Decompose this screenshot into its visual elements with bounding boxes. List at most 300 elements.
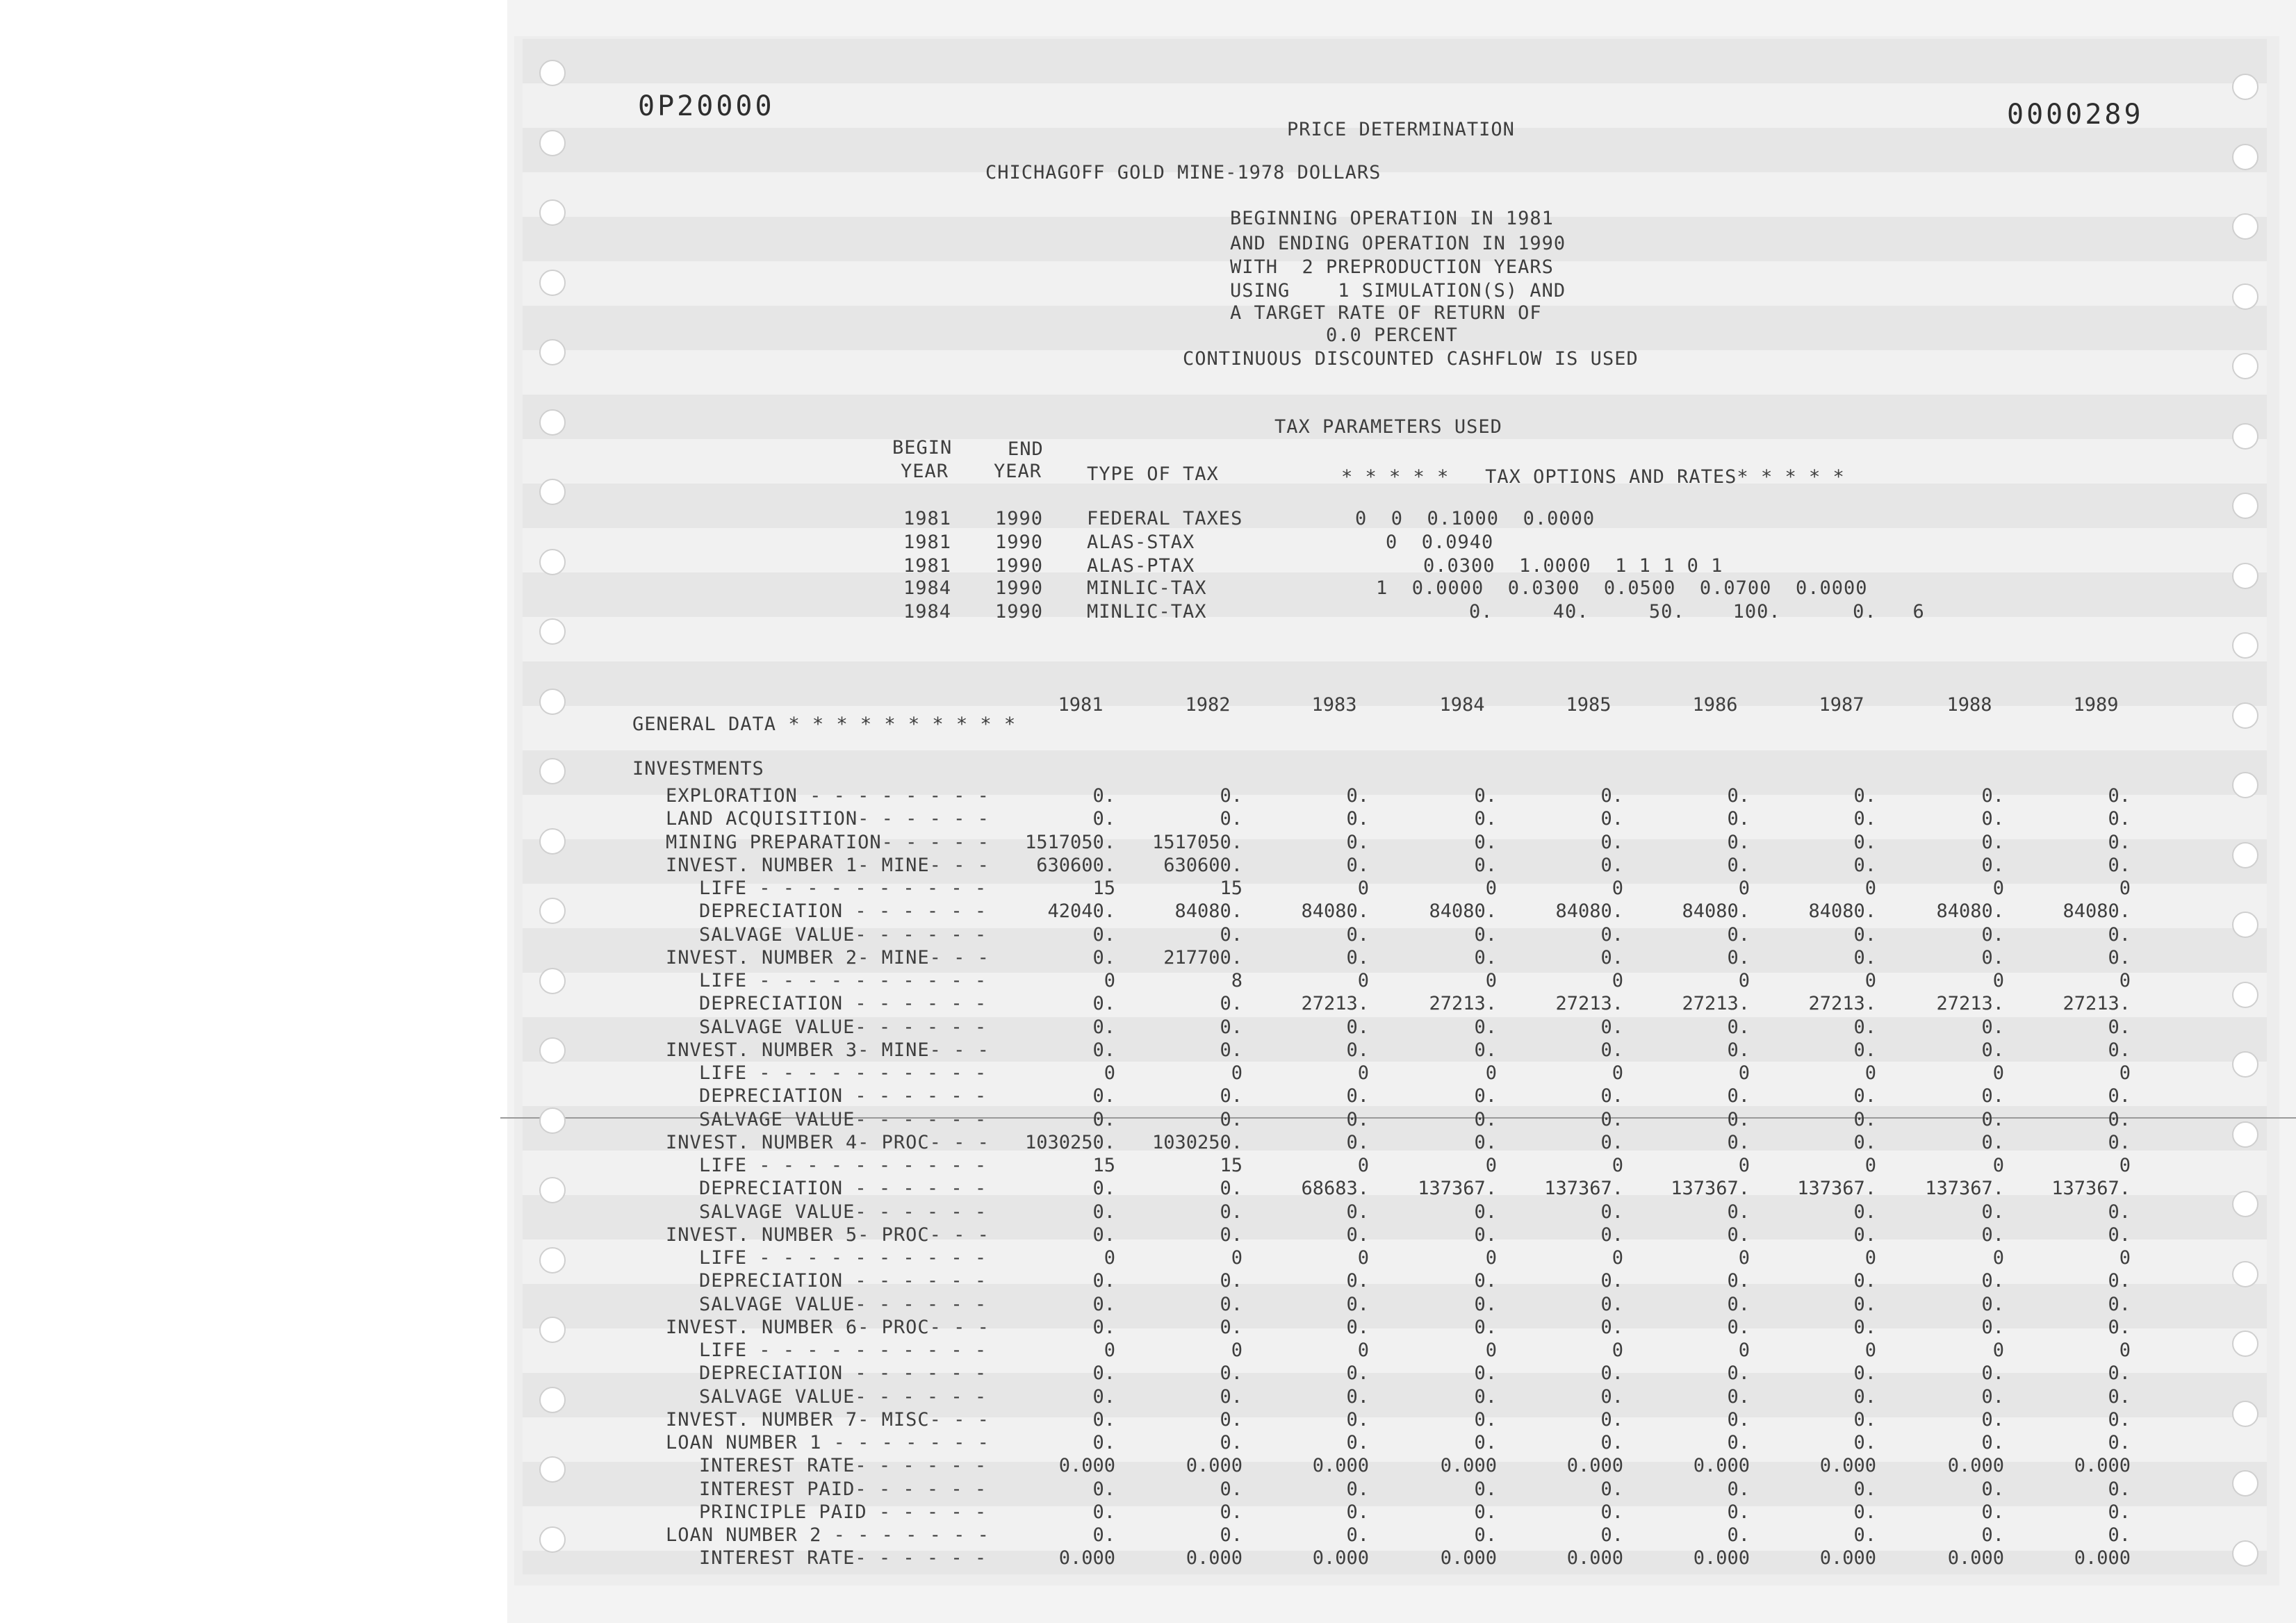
tractor-hole: [539, 1387, 566, 1413]
report-subtitle: CHICHAGOFF GOLD MINE-1978 DOLLARS: [985, 162, 1381, 183]
tractor-hole: [2232, 912, 2258, 938]
cell-value: 0: [1992, 970, 2004, 991]
cell-value: 0.: [1600, 855, 1623, 876]
row-label: INVEST. NUMBER 5- PROC- - -: [666, 1224, 990, 1246]
cell-value: 0.: [1220, 1362, 1243, 1384]
cell-value: 0.: [1346, 1386, 1369, 1408]
cell-value: 0.: [1981, 1016, 2004, 1038]
blank-margin: [0, 0, 507, 1623]
tractor-hole: [539, 199, 566, 226]
cell-value: 0: [1992, 1062, 2004, 1084]
row-label: PRINCIPLE PAID - - - - -: [699, 1501, 987, 1523]
cell-value: 0.: [1220, 1432, 1243, 1453]
cell-value: 0: [2119, 970, 2131, 991]
tractor-hole: [539, 689, 566, 715]
cell-value: 0: [2119, 1247, 2131, 1269]
cell-value: 0.: [1474, 1085, 1497, 1107]
cell-value: 0.: [2108, 1085, 2131, 1107]
tractor-hole: [539, 898, 566, 924]
tax-end-year: 1990: [995, 508, 1044, 529]
cell-value: 0.: [1981, 1294, 2004, 1315]
cell-value: 0.: [1853, 1016, 1876, 1038]
cell-value: 0.: [1220, 1016, 1243, 1038]
cell-value: 0.: [1600, 1478, 1623, 1500]
cell-value: 0.: [1474, 1016, 1497, 1038]
tractor-hole: [539, 1526, 566, 1553]
cell-value: 0: [1738, 970, 1750, 991]
cell-value: 27213.: [1936, 993, 2004, 1014]
cell-value: 0.: [1727, 1362, 1750, 1384]
cell-value: 0.: [1474, 1432, 1497, 1453]
cell-value: 137367.: [1797, 1178, 1876, 1199]
cell-value: 0.: [1092, 1478, 1115, 1500]
cell-value: 0: [1612, 970, 1623, 991]
cell-value: 15: [1092, 878, 1115, 899]
cell-value: 0.: [1727, 1409, 1750, 1431]
cell-value: 0.: [1600, 1386, 1623, 1408]
cell-value: 0.: [1474, 1294, 1497, 1315]
cell-value: 0.: [1092, 1501, 1115, 1523]
tractor-hole: [539, 130, 566, 156]
cell-value: 0.: [1981, 1039, 2004, 1061]
cell-value: 27213.: [1429, 993, 1497, 1014]
cell-value: 0.: [1092, 1109, 1115, 1130]
cell-value: 0.: [1600, 1362, 1623, 1384]
cell-value: 0.: [1346, 1294, 1369, 1315]
row-label: MINING PREPARATION- - - - -: [666, 832, 990, 853]
cell-value: 84080.: [2063, 900, 2131, 922]
cell-value: 0.: [1346, 785, 1369, 807]
cell-value: 0.: [1220, 1039, 1243, 1061]
tractor-hole: [539, 60, 566, 86]
cell-value: 0.: [1474, 1039, 1497, 1061]
cell-value: 0.: [1346, 1016, 1369, 1038]
cell-value: 137367.: [2051, 1178, 2131, 1199]
tax-type: FEDERAL TAXES: [1087, 508, 1243, 529]
cell-value: 0.: [1853, 832, 1876, 853]
cell-value: 0.: [1981, 1501, 2004, 1523]
cell-value: 0.: [1853, 1362, 1876, 1384]
row-label: INVEST. NUMBER 4- PROC- - -: [666, 1132, 990, 1153]
cell-value: 0: [2119, 878, 2131, 899]
cell-value: 0.: [1474, 1409, 1497, 1431]
cell-value: 0.: [1600, 1132, 1623, 1153]
tractor-hole: [2232, 144, 2258, 170]
tractor-hole: [539, 828, 566, 855]
cell-value: 0: [1864, 970, 1876, 991]
cell-value: 84080.: [1682, 900, 1750, 922]
tractor-hole: [539, 549, 566, 575]
cell-value: 0.: [1981, 1362, 2004, 1384]
tax-end-year: 1990: [995, 555, 1044, 577]
cell-value: 0.: [2108, 1294, 2131, 1315]
cell-value: 0.: [1346, 1501, 1369, 1523]
cell-value: 0.: [2108, 1224, 2131, 1246]
tractor-hole: [2232, 1540, 2258, 1567]
cell-value: 0.: [1853, 1294, 1876, 1315]
row-label: INVEST. NUMBER 7- MISC- - -: [666, 1409, 990, 1431]
cell-value: 15: [1220, 1155, 1243, 1176]
cell-value: 0.: [1220, 1201, 1243, 1223]
tax-begin-year: 1981: [903, 532, 952, 553]
tractor-hole: [539, 1037, 566, 1064]
year-header: 1987: [1819, 694, 1864, 716]
cell-value: 217700.: [1163, 947, 1243, 969]
tractor-hole: [539, 1177, 566, 1203]
cell-value: 0.: [1981, 855, 2004, 876]
row-label: LIFE - - - - - - - - - -: [699, 1155, 987, 1176]
tax-type: MINLIC-TAX: [1087, 601, 1207, 623]
row-label: DEPRECIATION - - - - - -: [699, 993, 987, 1014]
cell-value: 0.: [1853, 1039, 1876, 1061]
cell-value: 0.: [1981, 1201, 2004, 1223]
cell-value: 0.: [1092, 924, 1115, 946]
cell-value: 0.: [1727, 1039, 1750, 1061]
cell-value: 27213.: [1301, 993, 1369, 1014]
cell-value: 84080.: [1301, 900, 1369, 922]
cell-value: 0.: [1727, 1132, 1750, 1153]
cell-value: 0: [1738, 878, 1750, 899]
tractor-hole: [2232, 1470, 2258, 1497]
cell-value: 0.: [1092, 1524, 1115, 1546]
cell-value: 0.: [1092, 1201, 1115, 1223]
row-label: DEPRECIATION - - - - - -: [699, 1362, 987, 1384]
cell-value: 0.: [1853, 924, 1876, 946]
row-label: LAND ACQUISITION- - - - - -: [666, 808, 990, 830]
cell-value: 0.: [1220, 1178, 1243, 1199]
cell-value: 0.: [2108, 1317, 2131, 1338]
tractor-hole: [2232, 1330, 2258, 1357]
cell-value: 0.: [1220, 1524, 1243, 1546]
cell-value: 0.: [2108, 1132, 2131, 1153]
tractor-hole: [2232, 1191, 2258, 1217]
cell-value: 0.: [1092, 808, 1115, 830]
row-label: INTEREST RATE- - - - - -: [699, 1455, 987, 1476]
cashflow-note: CONTINUOUS DISCOUNTED CASHFLOW IS USED: [1183, 348, 1639, 370]
cell-value: 0.: [1981, 1085, 2004, 1107]
cell-value: 0: [1992, 1340, 2004, 1361]
row-label: LOAN NUMBER 1 - - - - - - -: [666, 1432, 990, 1453]
cell-value: 0.: [1981, 1132, 2004, 1153]
cell-value: 0.: [1220, 1294, 1243, 1315]
cell-value: 0.: [1600, 1016, 1623, 1038]
cell-value: 0.000: [1947, 1455, 2004, 1476]
tractor-hole: [2232, 283, 2258, 310]
cell-value: 0.: [1092, 1016, 1115, 1038]
cell-value: 0: [1104, 1062, 1115, 1084]
cell-value: 0.000: [1058, 1547, 1115, 1569]
cell-value: 0.: [1600, 1201, 1623, 1223]
cell-value: 0.: [1474, 1386, 1497, 1408]
cell-value: 0: [1357, 878, 1369, 899]
row-label: SALVAGE VALUE- - - - - -: [699, 1386, 987, 1408]
cell-value: 0.: [1853, 1085, 1876, 1107]
cell-value: 27213.: [1682, 993, 1750, 1014]
header-line: A TARGET RATE OF RETURN OF: [1230, 302, 1542, 324]
tractor-hole: [2232, 74, 2258, 100]
row-label: LIFE - - - - - - - - - -: [699, 878, 987, 899]
cell-value: 68683.: [1301, 1178, 1369, 1199]
tractor-hole: [2232, 213, 2258, 240]
cell-value: 0: [1357, 970, 1369, 991]
cell-value: 0.: [1092, 1362, 1115, 1384]
cell-value: 0.: [2108, 1524, 2131, 1546]
cell-value: 0.: [1600, 808, 1623, 830]
cell-value: 0: [1485, 878, 1497, 899]
cell-value: 0.: [1853, 1317, 1876, 1338]
year-header: 1984: [1439, 694, 1485, 716]
cell-value: 0.: [2108, 1109, 2131, 1130]
cell-value: 1030250.: [1151, 1132, 1243, 1153]
cell-value: 0.000: [1440, 1547, 1497, 1569]
cell-value: 0: [2119, 1340, 2131, 1361]
tractor-hole: [2232, 982, 2258, 1008]
tax-type: MINLIC-TAX: [1087, 577, 1207, 599]
cell-value: 0: [1485, 1155, 1497, 1176]
tractor-hole: [2232, 353, 2258, 379]
cell-value: 0: [1864, 1247, 1876, 1269]
cell-value: 27213.: [1555, 993, 1623, 1014]
cell-value: 0.: [1474, 1362, 1497, 1384]
row-label: DEPRECIATION - - - - - -: [699, 900, 987, 922]
cell-value: 0.: [1853, 1201, 1876, 1223]
cell-value: 0.: [2108, 832, 2131, 853]
cell-value: 0.: [1220, 1386, 1243, 1408]
tractor-hole: [539, 1456, 566, 1483]
cell-value: 0.: [1346, 1478, 1369, 1500]
cell-value: 0.000: [1693, 1547, 1750, 1569]
cell-value: 0.000: [2074, 1547, 2131, 1569]
cell-value: 0.: [1474, 1224, 1497, 1246]
cell-value: 0.: [1727, 1224, 1750, 1246]
row-label: LIFE - - - - - - - - - -: [699, 970, 987, 991]
tax-begin-year: 1981: [903, 508, 952, 529]
cell-value: 0.: [1220, 785, 1243, 807]
cell-value: 0.: [1600, 1039, 1623, 1061]
tractor-hole: [2232, 423, 2258, 450]
cell-value: 0.: [1853, 1270, 1876, 1292]
cell-value: 0.: [1220, 1317, 1243, 1338]
cell-value: 0.: [1727, 785, 1750, 807]
row-label: INVEST. NUMBER 3- MINE- - -: [666, 1039, 990, 1061]
cell-value: 0.: [1092, 1432, 1115, 1453]
cell-value: 0.000: [1186, 1455, 1243, 1476]
cell-value: 0.000: [1440, 1455, 1497, 1476]
cell-value: 0.: [1600, 1270, 1623, 1292]
cell-value: 0.: [2108, 1478, 2131, 1500]
cell-value: 0.: [1981, 785, 2004, 807]
tractor-hole: [539, 479, 566, 505]
cell-value: 0.: [1346, 1362, 1369, 1384]
row-label: INTEREST RATE- - - - - -: [699, 1547, 987, 1569]
cell-value: 0.: [1600, 924, 1623, 946]
cell-value: 0.: [2108, 1386, 2131, 1408]
cell-value: 0.: [1092, 947, 1115, 969]
cell-value: 1517050.: [1024, 832, 1115, 853]
cell-value: 0.: [1981, 1109, 2004, 1130]
cell-value: 0: [1992, 878, 2004, 899]
cell-value: 0.: [1092, 1294, 1115, 1315]
cell-value: 0.: [1220, 1109, 1243, 1130]
cell-value: 0.: [1346, 1270, 1369, 1292]
header-line: USING 1 SIMULATION(S) AND: [1230, 280, 1566, 302]
cell-value: 0: [1738, 1247, 1750, 1269]
year-header: 1989: [2073, 694, 2119, 716]
cell-value: 0.000: [1693, 1455, 1750, 1476]
row-label: DEPRECIATION - - - - - -: [699, 1085, 987, 1107]
cell-value: 0: [1485, 970, 1497, 991]
row-label: SALVAGE VALUE- - - - - -: [699, 1016, 987, 1038]
cell-value: 0.: [1727, 1317, 1750, 1338]
cell-value: 0.: [1853, 947, 1876, 969]
cell-value: 0.: [1600, 1432, 1623, 1453]
cell-value: 0: [1357, 1062, 1369, 1084]
cell-value: 42040.: [1047, 900, 1115, 922]
cell-value: 8: [1231, 970, 1243, 991]
cell-value: 0: [1357, 1155, 1369, 1176]
cell-value: 0.: [1600, 1109, 1623, 1130]
tax-begin-year: 1984: [903, 601, 952, 623]
cell-value: 0.: [1092, 1085, 1115, 1107]
cell-value: 0.: [2108, 1432, 2131, 1453]
cell-value: 0.: [1727, 1294, 1750, 1315]
header-line: WITH 2 PREPRODUCTION YEARS: [1230, 256, 1554, 278]
cell-value: 0.: [1727, 1201, 1750, 1223]
cell-value: 137367.: [1544, 1178, 1623, 1199]
tax-options: 0 0.0940: [1386, 532, 1494, 553]
cell-value: 0.: [1474, 1501, 1497, 1523]
tax-options: 0. 40. 50. 100. 0. 6: [1469, 601, 1925, 623]
cell-value: 0.: [1092, 993, 1115, 1014]
tax-col-end: END: [1008, 438, 1044, 460]
cell-value: 0.: [1346, 1109, 1369, 1130]
cell-value: 0.000: [1819, 1547, 1876, 1569]
cell-value: 0.000: [1566, 1455, 1623, 1476]
year-header: 1982: [1185, 694, 1231, 716]
cell-value: 0.: [1474, 832, 1497, 853]
cell-value: 0.: [1346, 1317, 1369, 1338]
cell-value: 0.: [1220, 1085, 1243, 1107]
tractor-hole: [539, 758, 566, 784]
cell-value: 0.: [1220, 1224, 1243, 1246]
cell-value: 0.: [1981, 1524, 2004, 1546]
cell-value: 0.: [1727, 1109, 1750, 1130]
cell-value: 0.: [1727, 1432, 1750, 1453]
cell-value: 137367.: [1671, 1178, 1750, 1199]
cell-value: 0.000: [1058, 1455, 1115, 1476]
cell-value: 0.: [1092, 1178, 1115, 1199]
serial-number: 0000289: [2007, 99, 2144, 131]
cell-value: 0.: [1220, 924, 1243, 946]
tractor-hole: [2232, 1261, 2258, 1287]
tax-options: 0 0 0.1000 0.0000: [1355, 508, 1596, 529]
tractor-hole: [539, 1247, 566, 1274]
row-label: DEPRECIATION - - - - - -: [699, 1178, 987, 1199]
row-label: LIFE - - - - - - - - - -: [699, 1247, 987, 1269]
cell-value: 137367.: [1418, 1178, 1497, 1199]
cell-value: 0.: [1853, 1432, 1876, 1453]
cell-value: 0.: [1600, 1501, 1623, 1523]
cell-value: 0.000: [1947, 1547, 2004, 1569]
cell-value: 0: [1231, 1062, 1243, 1084]
cell-value: 0.: [1600, 1409, 1623, 1431]
tax-col-type: TYPE OF TAX: [1087, 463, 1219, 485]
cell-value: 0.: [1346, 1524, 1369, 1546]
investments-label: INVESTMENTS: [632, 758, 764, 780]
report-title: PRICE DETERMINATION: [1287, 119, 1515, 140]
cell-value: 0: [2119, 1062, 2131, 1084]
tax-type: ALAS-PTAX: [1087, 555, 1195, 577]
cell-value: 137367.: [1925, 1178, 2004, 1199]
cell-value: 0.: [1346, 855, 1369, 876]
cell-value: 0: [1612, 878, 1623, 899]
cell-value: 84080.: [1936, 900, 2004, 922]
row-label: SALVAGE VALUE- - - - - -: [699, 924, 987, 946]
cell-value: 0.: [1727, 947, 1750, 969]
cell-value: 0.: [1600, 947, 1623, 969]
cell-value: 1030250.: [1024, 1132, 1115, 1153]
cell-value: 0.: [1474, 808, 1497, 830]
tax-begin-year: 1984: [903, 577, 952, 599]
cell-value: 0.: [2108, 808, 2131, 830]
cell-value: 0: [1992, 1155, 2004, 1176]
cell-value: 0.: [1474, 924, 1497, 946]
cell-value: 0: [1104, 970, 1115, 991]
cell-value: 0.: [1981, 924, 2004, 946]
tax-section-title: TAX PARAMETERS USED: [1274, 416, 1502, 438]
cell-value: 0.: [1853, 1386, 1876, 1408]
cell-value: 0.: [1474, 1317, 1497, 1338]
year-header: 1983: [1311, 694, 1357, 716]
tax-type: ALAS-STAX: [1087, 532, 1195, 553]
cell-value: 0.: [1853, 1478, 1876, 1500]
tax-col-begin: YEAR: [901, 461, 949, 482]
cell-value: 0: [1864, 878, 1876, 899]
cell-value: 0.: [2108, 785, 2131, 807]
tractor-hole: [539, 1107, 566, 1134]
cell-value: 0.: [1981, 1224, 2004, 1246]
tractor-hole: [539, 968, 566, 994]
tractor-hole: [2232, 632, 2258, 659]
cell-value: 0.: [1346, 924, 1369, 946]
tax-col-end: YEAR: [994, 461, 1042, 482]
row-label: SALVAGE VALUE- - - - - -: [699, 1201, 987, 1223]
cell-value: 0.: [1346, 1132, 1369, 1153]
cell-value: 0.: [1474, 1109, 1497, 1130]
cell-value: 0.: [1981, 1409, 2004, 1431]
cell-value: 84080.: [1429, 900, 1497, 922]
cell-value: 0.: [1474, 1132, 1497, 1153]
cell-value: 0.: [1727, 1085, 1750, 1107]
cell-value: 0.: [1346, 808, 1369, 830]
cell-value: 0.: [1727, 808, 1750, 830]
cell-value: 0.: [1474, 1478, 1497, 1500]
cell-value: 0.: [1981, 1386, 2004, 1408]
cell-value: 0: [1738, 1062, 1750, 1084]
cell-value: 0.000: [1186, 1547, 1243, 1569]
cell-value: 0.: [1981, 1478, 2004, 1500]
tax-col-begin: BEGIN: [892, 437, 953, 459]
cell-value: 0: [1357, 1340, 1369, 1361]
tractor-hole: [539, 339, 566, 365]
tax-end-year: 1990: [995, 601, 1044, 623]
tractor-hole: [2232, 842, 2258, 868]
cell-value: 0.: [1346, 1039, 1369, 1061]
tractor-hole: [2232, 493, 2258, 519]
cell-value: 0.: [1220, 808, 1243, 830]
cell-value: 0: [2119, 1155, 2131, 1176]
cell-value: 0: [1992, 1247, 2004, 1269]
